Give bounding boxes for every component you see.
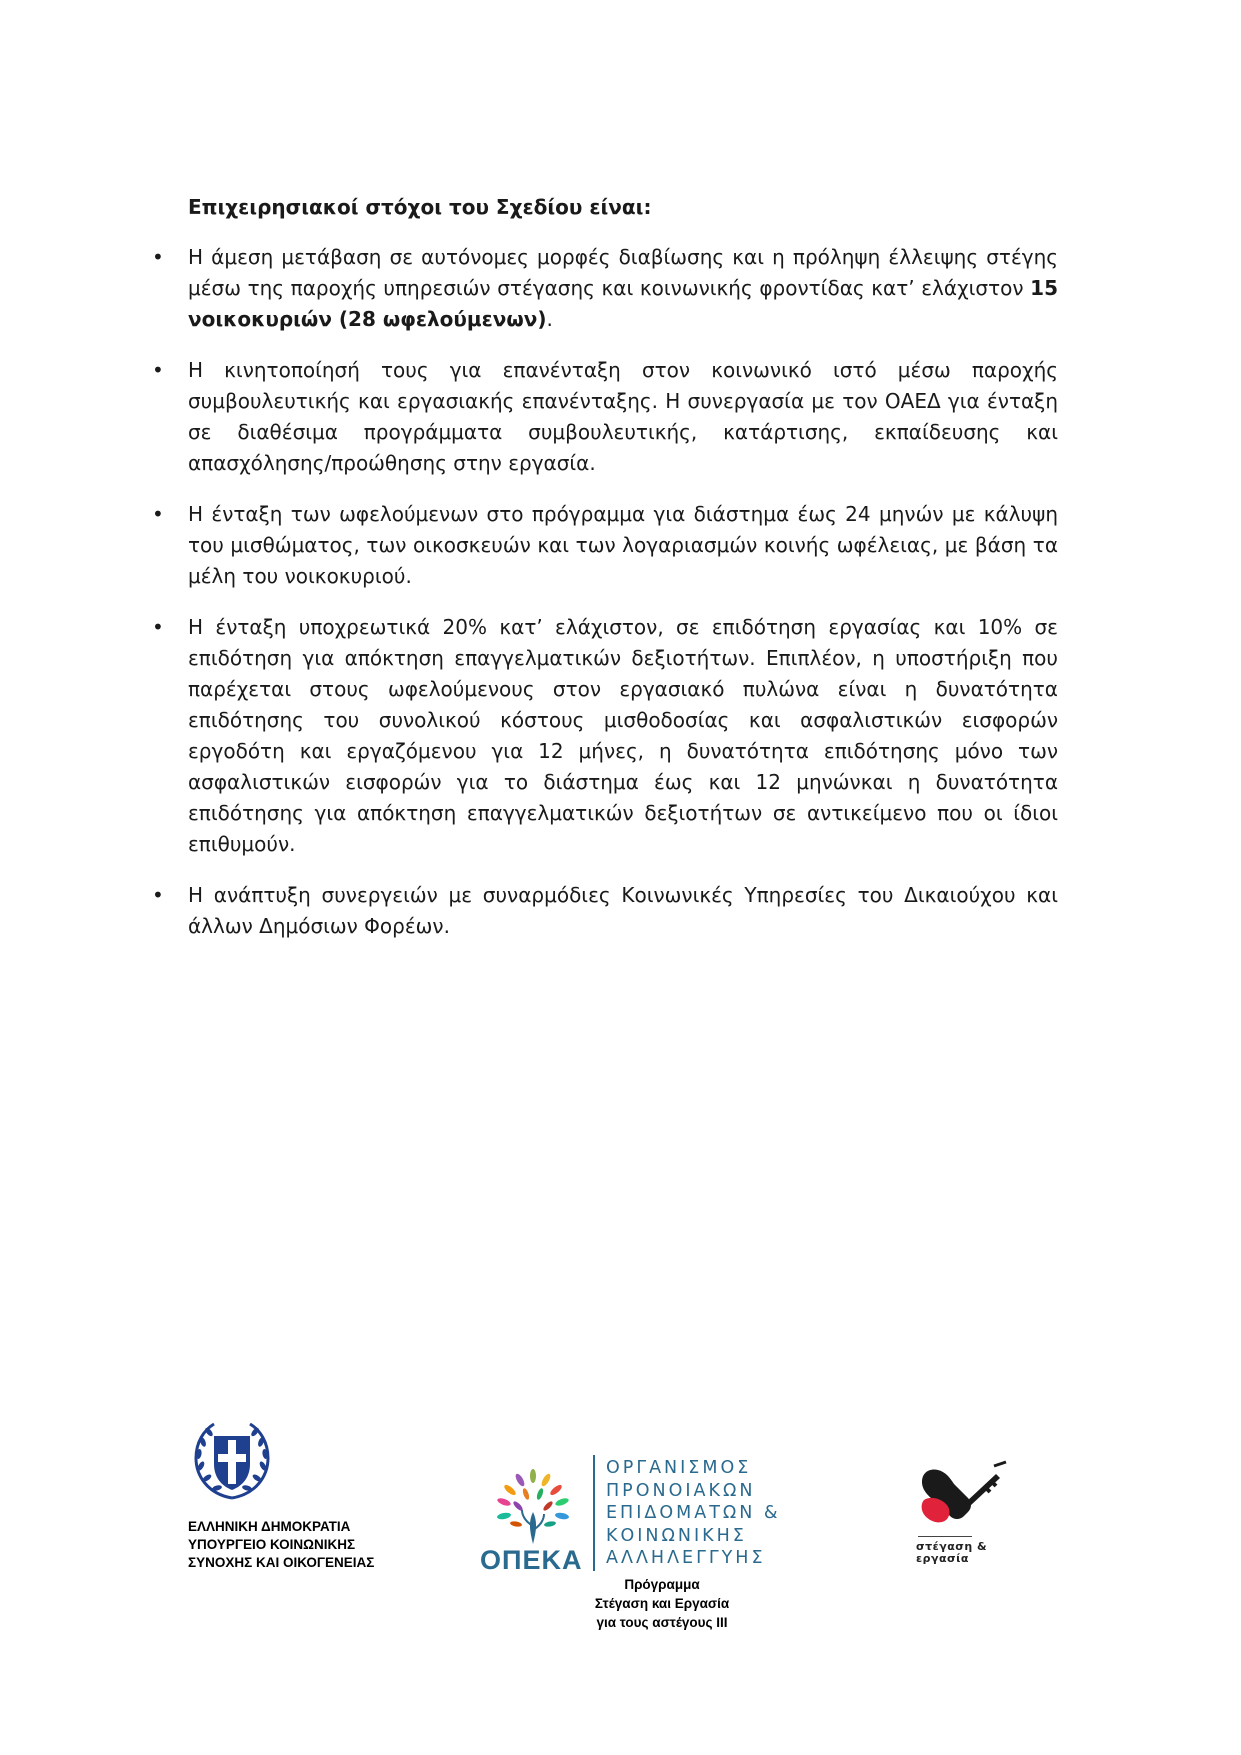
ministry-block [188, 1420, 448, 1572]
opeka-name-line: ΟΡΓΑΝΙΣΜΟΣ [606, 1458, 752, 1478]
logo-divider [918, 1536, 972, 1537]
logo-caption-line: εργασία [916, 1552, 969, 1565]
opeka-wordmark: ΟΠΕΚΑ [480, 1545, 583, 1575]
opeka-divider [593, 1455, 595, 1571]
housing-work-logo [910, 1460, 1020, 1565]
ministry-line: ΥΠΟΥΡΓΕΙΟ ΚΟΙΝΩΝΙΚΗΣ [188, 1537, 356, 1552]
program-line: Στέγαση και Εργασία [594, 1596, 730, 1611]
bullet-icon: • [152, 615, 164, 639]
goal-highlight: 15 νοικοκυριών (28 ωφελούμενων) [188, 276, 1058, 331]
opeka-name-line: ΚΟΙΝΩΝΙΚΗΣ [606, 1525, 747, 1546]
program-line: για τους αστέγους ΙΙΙ [596, 1615, 728, 1630]
goal-text-end: . [546, 307, 553, 331]
opeka-name-line: ΠΡΟΝΟΙΑΚΩΝ [606, 1480, 756, 1501]
goal-text: Η ένταξη υποχρεωτικά 20% κατ’ ελάχιστον, σε επιδότηση εργασίας και 10% σε επιδότηση για απόκτηση επαγγελματικών δεξιοτήτων. Επιπλέον, η υποστήριξη που παρέχεται στους ωφελούμενους στον εργασιακό πυλώνα είναι η δυνατότητα επιδότησης του συνολικού κόστους μισθοδοσίας και ασφαλιστικών εισφορών εργοδότη και εργαζόμενου για 12 μήνες, η δυνατότητα επιδότησης μόνο των ασφαλιστικών εισφορών για το διάστημα έως και 12 μηνώνκαι η δυνατότητα επιδότησης για απόκτηση επαγγελματικών δεξιοτήτων σε αντικείμενο που οι ίδιοι επιθυμούν. [188, 615, 1058, 856]
goal-text: Η άμεση μετάβαση σε αυτόνομες μορφές διαβίωσης και η πρόληψη έλλειψης στέγης μέσω της παροχής υπηρεσιών στέγασης και κοινωνικής φροντίδας κατ’ ελάχιστον [188, 245, 1058, 300]
ministry-name [188, 1518, 448, 1572]
bullet-icon: • [152, 358, 164, 382]
list-item [152, 499, 1058, 592]
bullet-icon: • [152, 883, 164, 907]
opeka-full-name [606, 1457, 781, 1570]
logo-caption [916, 1541, 1020, 1565]
goal-text: Η κινητοποίησή τους για επανένταξη στον κοινωνικό ιστό μέσω παροχής συμβουλευτικής και εργασιακής επανένταξης. Η συνεργασία με τον ΟΑΕΔ για ένταξη σε διαθέσιμα προγράμματα συμβουλευτικής, κατάρτισης, εκπαίδευσης και απασχόλησης/προώθησης στην εργασία. [188, 358, 1058, 475]
opeka-name-line: ΑΛΛΗΛΕΓΓΥΗΣ [606, 1548, 766, 1568]
goal-text: Η ανάπτυξη συνεργειών με συναρμόδιες Κοινωνικές Υπηρεσίες του Δικαιούχου και άλλων Δημόσιων Φορέων. [188, 883, 1058, 938]
document-body [152, 192, 1058, 962]
opeka-block [478, 1455, 798, 1650]
list-item [152, 242, 1058, 335]
bullet-icon: • [152, 245, 164, 269]
list-item [152, 612, 1058, 860]
bullet-icon: • [152, 502, 164, 526]
goals-list [152, 242, 1058, 942]
section-heading: Επιχειρησιακοί στόχοι του Σχεδίου είναι: [188, 195, 652, 219]
key-logo-icon [910, 1460, 1010, 1530]
program-title [572, 1575, 752, 1632]
greek-coat-of-arms-icon [190, 1420, 274, 1504]
list-item [152, 355, 1058, 479]
goal-text: Η ένταξη των ωφελούμενων στο πρόγραμμα για διάστημα έως 24 μηνών με κάλυψη του μισθώματος, των οικοσκευών και των λογαριασμών κοινής ωφέλειας, με βάση τα μέλη του νοικοκυριού. [188, 502, 1058, 588]
opeka-name-line: ΕΠΙΔΟΜΑΤΩΝ & [606, 1503, 781, 1523]
program-line: Πρόγραμμα [624, 1577, 700, 1592]
logo-caption-line: στέγαση & [916, 1540, 988, 1553]
list-item [152, 880, 1058, 942]
ministry-line: ΣΥΝΟΧΗΣ ΚΑΙ ΟΙΚΟΓΕΝΕΙΑΣ [188, 1555, 375, 1570]
ministry-line: ΕΛΛΗΝΙΚΗ ΔΗΜΟΚΡΑΤΙΑ [188, 1519, 351, 1534]
